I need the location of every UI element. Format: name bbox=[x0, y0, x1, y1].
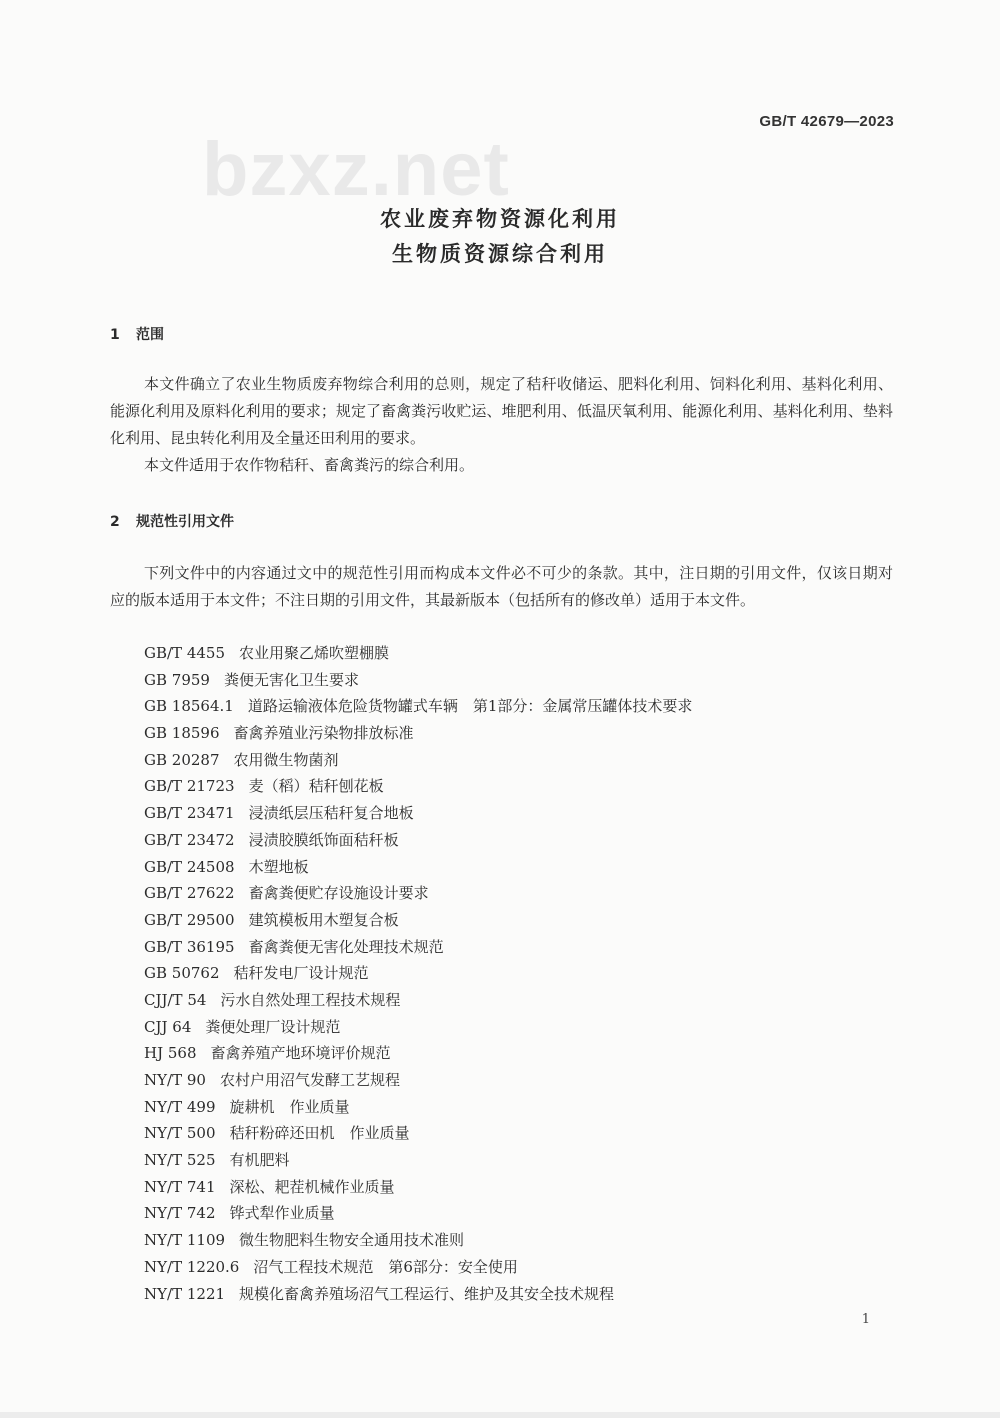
reference-code: GB/T 24508 bbox=[144, 857, 235, 876]
reference-item bbox=[144, 1014, 692, 1041]
reference-code: NY/T 1220.6 bbox=[144, 1257, 240, 1276]
reference-title: 规模化畜禽养殖场沼气工程运行、维护及其安全技术规程 bbox=[239, 1284, 615, 1303]
reference-item bbox=[144, 747, 692, 774]
reference-title: 粪便处理厂设计规范 bbox=[205, 1017, 341, 1036]
reference-title: 污水自然处理工程技术规程 bbox=[220, 990, 401, 1009]
reference-item bbox=[144, 720, 692, 747]
reference-code: CJJ/T 54 bbox=[144, 990, 207, 1009]
watermark: bzxz.net bbox=[202, 127, 510, 212]
reference-title: 粪便无害化卫生要求 bbox=[223, 670, 359, 689]
reference-code: GB/T 23472 bbox=[144, 830, 235, 849]
reference-title: 农村户用沼气发酵工艺规程 bbox=[219, 1071, 400, 1089]
scope-paragraph-1: 本文件确立了农业生物质废弃物综合利用的总则，规定了秸秆收储运、肥料化利用、饲料化利用、基料化利用、能源化利用及原料化利用的要求；规定了畜禽粪污收贮运、堆肥利用、低温厌氧利用、能源化利用、基料化利用、垫料化利用、昆虫转化利用及全量还田利用的要求。 bbox=[110, 375, 893, 447]
reference-code: GB 20287 bbox=[144, 750, 220, 769]
reference-code: GB/T 29500 bbox=[144, 910, 235, 929]
reference-item bbox=[144, 667, 692, 694]
reference-item bbox=[144, 960, 692, 987]
reference-item bbox=[144, 854, 692, 881]
standard-code: GB/T 42679—2023 bbox=[759, 113, 894, 130]
reference-title: 畜禽养殖业污染物排放标准 bbox=[233, 724, 414, 743]
reference-code: NY/T 741 bbox=[144, 1177, 216, 1196]
reference-title: 畜禽粪便贮存设施设计要求 bbox=[248, 884, 429, 903]
section-title: 范围 bbox=[136, 327, 164, 343]
reference-item bbox=[144, 880, 692, 907]
reference-item bbox=[144, 1120, 692, 1147]
reference-code: GB/T 23471 bbox=[144, 804, 235, 823]
reference-title: 深松、耙茬机械作业质量 bbox=[229, 1177, 395, 1196]
reference-item bbox=[144, 1174, 692, 1201]
reference-code: CJJ 64 bbox=[144, 1017, 192, 1036]
reference-title: 秸秆粉碎还田机 作业质量 bbox=[229, 1124, 410, 1143]
reference-item bbox=[144, 693, 692, 720]
reference-title: 浸渍纸层压秸秆复合地板 bbox=[248, 804, 414, 823]
reference-item bbox=[144, 1067, 692, 1094]
reference-item bbox=[144, 1254, 692, 1281]
reference-title: 微生物肥料生物安全通用技术准则 bbox=[239, 1231, 465, 1250]
reference-title: 畜禽粪便无害化处理技术规范 bbox=[248, 937, 444, 956]
reference-title: 沼气工程技术规范 第6部分：安全使用 bbox=[253, 1257, 518, 1276]
reference-item bbox=[144, 1147, 692, 1174]
reference-item bbox=[144, 1040, 692, 1067]
title-line-2: 生物质资源综合利用 bbox=[392, 242, 608, 266]
reference-title: 麦（稻）秸秆刨花板 bbox=[248, 777, 384, 796]
reference-code: GB/T 21723 bbox=[144, 777, 235, 796]
reference-code: NY/T 1221 bbox=[144, 1284, 226, 1303]
reference-code: GB 18564.1 bbox=[144, 697, 234, 716]
reference-item bbox=[144, 640, 692, 667]
reference-title: 道路运输液体危险货物罐式车辆 第1部分：金属常压罐体技术要求 bbox=[247, 697, 693, 716]
section-title: 规范性引用文件 bbox=[136, 514, 234, 530]
reference-title: 秸秆发电厂设计规范 bbox=[233, 964, 369, 983]
reference-item bbox=[144, 773, 692, 800]
reference-title: 铧式犁作业质量 bbox=[229, 1204, 335, 1223]
reference-code: GB 50762 bbox=[144, 964, 220, 983]
reference-item bbox=[144, 1200, 692, 1227]
reference-title: 旋耕机 作业质量 bbox=[229, 1097, 350, 1116]
reference-code: GB/T 36195 bbox=[144, 937, 235, 956]
references-intro: 下列文件中的内容通过文中的规范性引用而构成本文件必不可少的条款。其中，注日期的引用文件，仅该日期对应的版本适用于本文件；不注日期的引用文件，其最新版本（包括所有的修改单）适用于本文件。 bbox=[110, 564, 893, 609]
reference-item bbox=[144, 934, 692, 961]
reference-item bbox=[144, 1227, 692, 1254]
reference-code: GB/T 4455 bbox=[144, 644, 226, 662]
scope-paragraph-2: 本文件适用于农作物秸秆、畜禽粪污的综合利用。 bbox=[144, 456, 475, 474]
reference-title: 农用微生物菌剂 bbox=[233, 750, 339, 769]
reference-item bbox=[144, 800, 692, 827]
reference-item bbox=[144, 1094, 692, 1121]
reference-list bbox=[144, 640, 692, 1307]
reference-title: 有机肥料 bbox=[229, 1151, 290, 1170]
reference-code: GB/T 27622 bbox=[144, 884, 235, 903]
reference-title: 建筑模板用木塑复合板 bbox=[248, 910, 399, 929]
reference-code: NY/T 742 bbox=[144, 1204, 216, 1223]
reference-code: GB 7959 bbox=[144, 670, 210, 689]
reference-item bbox=[144, 987, 692, 1014]
reference-title: 畜禽养殖产地环境评价规范 bbox=[210, 1044, 391, 1063]
page-number: 1 bbox=[861, 1312, 870, 1327]
section-heading-scope bbox=[110, 324, 164, 344]
reference-code: NY/T 500 bbox=[144, 1124, 216, 1143]
title-line-1: 农业废弃物资源化利用 bbox=[380, 207, 620, 231]
reference-code: GB 18596 bbox=[144, 724, 220, 743]
reference-code: NY/T 90 bbox=[144, 1071, 206, 1089]
reference-code: NY/T 525 bbox=[144, 1151, 216, 1170]
reference-item bbox=[144, 827, 692, 854]
reference-code: HJ 568 bbox=[144, 1044, 197, 1063]
section-heading-normative-references bbox=[110, 511, 234, 531]
reference-title: 木塑地板 bbox=[248, 857, 309, 876]
reference-title: 浸渍胶膜纸饰面秸秆板 bbox=[248, 830, 399, 849]
reference-code: NY/T 499 bbox=[144, 1097, 216, 1116]
section-number: 2 bbox=[110, 514, 120, 530]
reference-code: NY/T 1109 bbox=[144, 1231, 226, 1250]
reference-title: 农业用聚乙烯吹塑棚膜 bbox=[239, 644, 390, 662]
reference-item bbox=[144, 907, 692, 934]
reference-item bbox=[144, 1281, 692, 1308]
section-number: 1 bbox=[110, 327, 120, 343]
